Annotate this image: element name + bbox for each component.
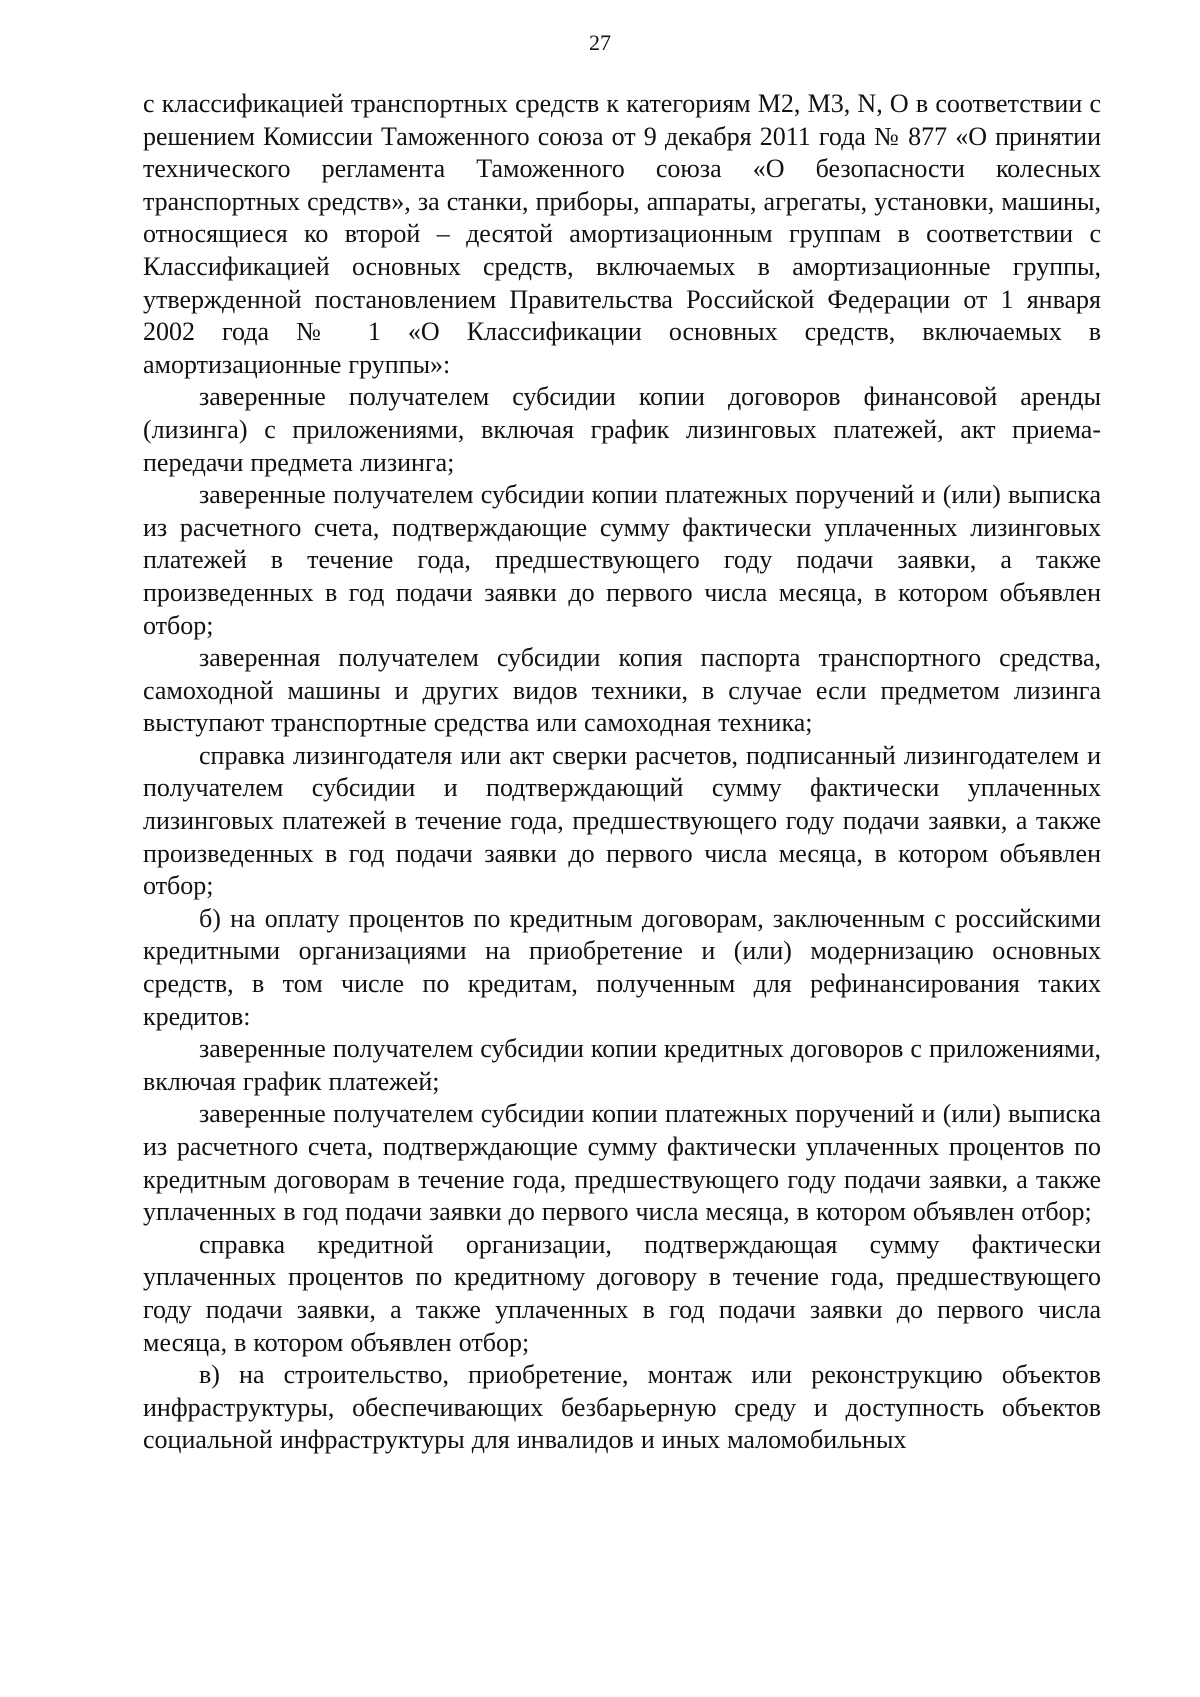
paragraph: с классификацией транспортных средств к категориям М2, М3, N, О в соответствии с решением Комиссии Таможенного союза от 9 декабря 2011 года № 877 «О принятии технического регламента Таможенного союза «О безопасности колесных транспортных средств», за станки, приборы, аппараты, агрегаты, установки, машины, относящиеся ко второй – десятой амортизационным группам в соответствии с Классификацией основных средств, включаемых в амортизационные группы, утвержденной постановлением Правительства Российской Федерации от 1 января 2002 года № 1 «О Классификации основных средств, включаемых в амортизационные группы»: [143,89,1101,379]
paragraph: заверенные получателем субсидии копии договоров финансовой аренды (лизинга) с приложениями, включая график лизинговых платежей, акт приема-передачи предмета лизинга; [143,382,1101,477]
paragraph: справка лизингодателя или акт сверки расчетов, подписанный лизингодателем и получателем субсидии и подтверждающий сумму фактически уплаченных лизинговых платежей в течение года, предшествующего году подачи заявки, а также произведенных в год подачи заявки до первого числа месяца, в котором объявлен отбор; [143,740,1101,901]
paragraph: б) на оплату процентов по кредитным договорам, заключенным с российскими кредитными организациями на приобретение и (или) модернизацию основных средств, в том числе по кредитам, полученным для рефинансирования таких кредитов: [143,903,1101,1031]
page-number: 27 [589,30,611,55]
paragraph: заверенные получателем субсидии копии кредитных договоров с приложениями, включая график платежей; [143,1034,1101,1096]
paragraph: заверенные получателем субсидии копии платежных поручений и (или) выписка из расчетного счета, подтверждающие сумму фактически уплаченных лизинговых платежей в течение года, предшествующего году подачи заявки, а также произведенных в год подачи заявки до первого числа месяца, в котором объявлен отбор; [143,480,1101,640]
paragraph: в) на строительство, приобретение, монтаж или реконструкцию объектов инфраструктуры, обеспечивающих безбарьерную среду и доступность объектов социальной инфраструктуры для инвалидов и иных маломобильных [143,1360,1101,1455]
paragraph: справка кредитной организации, подтверждающая сумму фактически уплаченных процентов по кредитному договору в течение года, предшествующего году подачи заявки, а также уплаченных в год подачи заявки до первого числа месяца, в котором объявлен отбор; [143,1229,1101,1357]
paragraph: заверенная получателем субсидии копия паспорта транспортного средства, самоходной машины и других видов техники, в случае если предметом лизинга выступают транспортные средства или самоходная техника; [143,643,1101,738]
paragraph: заверенные получателем субсидии копии платежных поручений и (или) выписка из расчетного счета, подтверждающие сумму фактически уплаченных процентов по кредитным договорам в течение года, предшествующего году подачи заявки, а также уплаченных в год подачи заявки до первого числа месяца, в котором объявлен отбор; [143,1099,1101,1227]
document-body [143,88,1101,1457]
